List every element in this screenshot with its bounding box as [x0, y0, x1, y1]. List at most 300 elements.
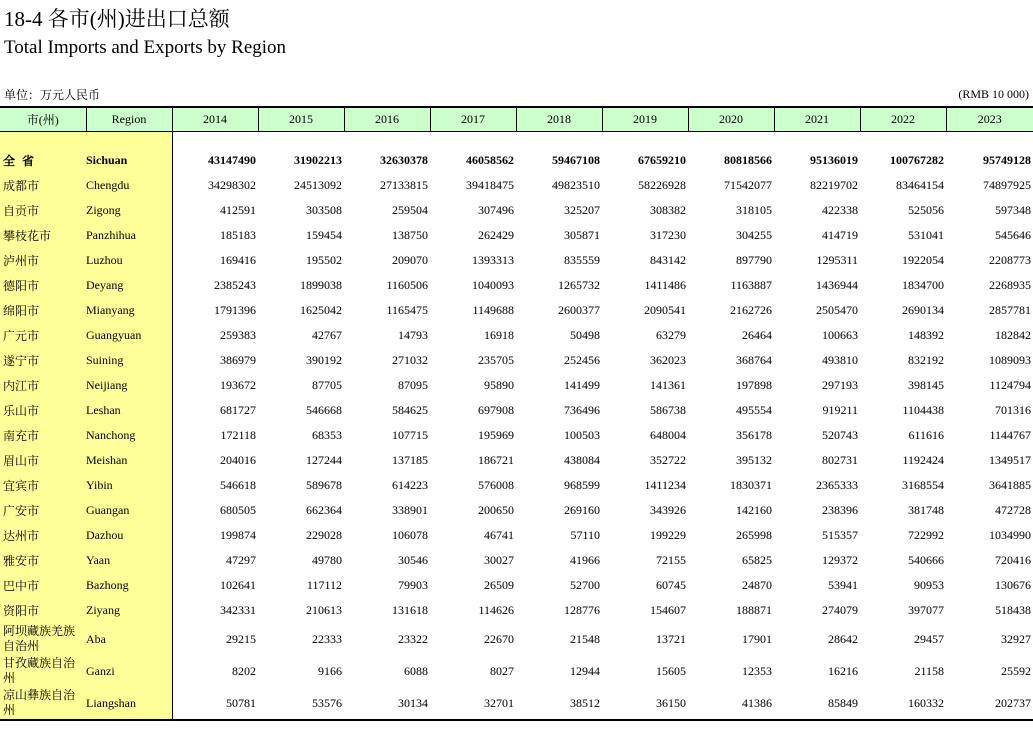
value-cell: 386979 [220, 353, 256, 367]
table-row [0, 687, 1033, 720]
value-cell: 31902213 [294, 153, 342, 167]
value-cell: 1089093 [989, 353, 1031, 367]
value-cell: 2365333 [816, 478, 858, 492]
value-cell: 128776 [564, 603, 600, 617]
value-cell: 68353 [312, 428, 342, 442]
value-cell: 589678 [306, 478, 342, 492]
value-cell: 127244 [306, 453, 342, 467]
value-cell: 42767 [312, 328, 342, 342]
table-row [0, 423, 1033, 448]
value-cell: 397077 [908, 603, 944, 617]
value-cell: 83464154 [896, 178, 944, 192]
value-cell: 159454 [306, 228, 342, 242]
value-cell: 195969 [478, 428, 514, 442]
value-cell: 154607 [650, 603, 686, 617]
value-cell: 835559 [564, 253, 600, 267]
value-cell: 137185 [392, 453, 428, 467]
value-cell: 1411486 [644, 278, 686, 292]
header-year: 2019 [602, 107, 688, 132]
table-row [0, 598, 1033, 623]
region-name-cell: Deyang [86, 273, 172, 298]
value-cell: 680505 [220, 503, 256, 517]
value-cell: 169416 [220, 253, 256, 267]
value-cell: 85849 [774, 687, 860, 720]
value-cell: 398145 [908, 378, 944, 392]
region-name-cell: Zigong [86, 198, 172, 223]
value-cell: 9166 [318, 663, 342, 678]
value-cell: 22333 [312, 631, 342, 646]
value-cell: 63279 [656, 328, 686, 342]
city-name-cell: 泸州市 [0, 248, 86, 273]
value-cell: 87705 [312, 378, 342, 392]
city-name-cell: 自贡市 [0, 198, 86, 223]
value-cell: 95136019 [810, 153, 858, 167]
value-cell: 2385243 [214, 278, 256, 292]
value-cell: 53576 [258, 687, 344, 720]
table-row [0, 448, 1033, 473]
header-region: Region [86, 107, 172, 132]
value-cell: 34298302 [208, 178, 256, 192]
city-name-cell: 甘孜藏族自治州 [0, 655, 86, 687]
value-cell: 546618 [220, 478, 256, 492]
value-cell: 26464 [742, 328, 772, 342]
page-title-english: Total Imports and Exports by Region [4, 37, 287, 58]
value-cell: 32630378 [380, 153, 428, 167]
value-cell: 1411234 [644, 478, 686, 492]
region-name-cell: Suining [86, 348, 172, 373]
value-cell: 338901 [392, 503, 428, 517]
value-cell: 362023 [650, 353, 686, 367]
value-cell: 25592 [1001, 663, 1031, 678]
value-cell: 210613 [306, 603, 342, 617]
value-cell: 736496 [564, 403, 600, 417]
table-row [0, 498, 1033, 523]
city-name-cell: 乐山市 [0, 398, 86, 423]
value-cell: 303508 [306, 203, 342, 217]
value-cell: 611616 [908, 428, 944, 442]
city-name-cell: 巴中市 [0, 573, 86, 598]
value-cell: 106078 [392, 528, 428, 542]
value-cell: 352722 [650, 453, 686, 467]
value-cell: 209070 [392, 253, 428, 267]
value-cell: 317230 [650, 228, 686, 242]
value-cell: 87095 [398, 378, 428, 392]
city-name-cell: 宜宾市 [0, 473, 86, 498]
value-cell: 1922054 [902, 253, 944, 267]
table-row [0, 623, 1033, 655]
value-cell: 414719 [822, 228, 858, 242]
table-row [0, 398, 1033, 423]
value-cell: 269160 [564, 503, 600, 517]
value-cell: 1830371 [730, 478, 772, 492]
region-name-cell: Aba [86, 623, 172, 655]
value-cell: 2857781 [989, 303, 1031, 317]
value-cell: 1295311 [816, 253, 858, 267]
value-cell: 597348 [995, 203, 1031, 217]
unit-label-english: (RMB 10 000) [958, 87, 1029, 101]
value-cell: 1104438 [902, 403, 944, 417]
value-cell: 307496 [478, 203, 514, 217]
value-cell: 13721 [656, 631, 686, 646]
value-cell: 71542077 [724, 178, 772, 192]
value-cell: 229028 [306, 528, 342, 542]
value-cell: 79903 [398, 578, 428, 592]
value-cell: 172118 [220, 428, 256, 442]
value-cell: 17901 [742, 631, 772, 646]
value-cell: 412591 [220, 203, 256, 217]
value-cell: 67659210 [638, 153, 686, 167]
table-row [0, 173, 1033, 198]
value-cell: 30134 [344, 687, 430, 720]
value-cell: 26509 [484, 578, 514, 592]
value-cell: 195502 [306, 253, 342, 267]
city-name-cell: 广元市 [0, 323, 86, 348]
page-title-chinese: 18-4 各市(州)进出口总额 [4, 7, 230, 31]
value-cell: 74897925 [983, 178, 1031, 192]
table-row [0, 655, 1033, 687]
region-name-cell: Luzhou [86, 248, 172, 273]
value-cell: 47297 [226, 553, 256, 567]
value-cell: 662364 [306, 503, 342, 517]
value-cell: 1144767 [989, 428, 1031, 442]
value-cell: 57110 [570, 528, 600, 542]
table-row [0, 348, 1033, 373]
value-cell: 193672 [220, 378, 256, 392]
header-year: 2014 [172, 107, 258, 132]
value-cell: 15605 [656, 663, 686, 678]
value-cell: 60745 [656, 578, 686, 592]
city-name-cell: 广安市 [0, 498, 86, 523]
value-cell: 259383 [220, 328, 256, 342]
value-cell: 43147490 [208, 153, 256, 167]
value-cell: 29215 [226, 631, 256, 646]
city-name-cell: 成都市 [0, 173, 86, 198]
value-cell: 2268935 [989, 278, 1031, 292]
value-cell: 2162726 [730, 303, 772, 317]
value-cell: 493810 [822, 353, 858, 367]
value-cell: 368764 [736, 353, 772, 367]
value-cell: 681727 [220, 403, 256, 417]
value-cell: 100503 [564, 428, 600, 442]
value-cell: 188871 [736, 603, 772, 617]
value-cell: 1160506 [386, 278, 428, 292]
value-cell: 28642 [828, 631, 858, 646]
value-cell: 200650 [478, 503, 514, 517]
value-cell: 897790 [736, 253, 772, 267]
value-cell: 648004 [650, 428, 686, 442]
city-name-cell: 内江市 [0, 373, 86, 398]
value-cell: 2090541 [644, 303, 686, 317]
value-cell: 1149688 [472, 303, 514, 317]
value-cell: 129372 [822, 553, 858, 567]
value-cell: 59467108 [552, 153, 600, 167]
value-cell: 259504 [392, 203, 428, 217]
value-cell: 39418475 [466, 178, 514, 192]
value-cell: 8027 [490, 663, 514, 678]
value-cell: 968599 [564, 478, 600, 492]
value-cell: 80818566 [724, 153, 772, 167]
header-year: 2017 [430, 107, 516, 132]
value-cell: 185183 [220, 228, 256, 242]
region-name-cell: Nanchong [86, 423, 172, 448]
value-cell: 46058562 [466, 153, 514, 167]
table-row [0, 573, 1033, 598]
value-cell: 1040093 [472, 278, 514, 292]
value-cell: 22670 [484, 631, 514, 646]
value-cell: 832192 [908, 353, 944, 367]
value-cell: 14793 [398, 328, 428, 342]
city-name-cell: 德阳市 [0, 273, 86, 298]
region-name-cell: Ganzi [86, 655, 172, 687]
value-cell: 722992 [908, 528, 944, 542]
value-cell: 100767282 [890, 153, 944, 167]
value-cell: 342331 [220, 603, 256, 617]
value-cell: 518438 [995, 603, 1031, 617]
value-cell: 1899038 [300, 278, 342, 292]
header-year: 2020 [688, 107, 774, 132]
region-name-cell: Chengdu [86, 173, 172, 198]
region-name-cell: Leshan [86, 398, 172, 423]
value-cell: 65825 [742, 553, 772, 567]
value-cell: 235705 [478, 353, 514, 367]
region-name-cell: Guangyuan [86, 323, 172, 348]
city-name-cell: 凉山彝族自治州 [0, 687, 86, 720]
value-cell: 82219702 [810, 178, 858, 192]
value-cell: 271032 [392, 353, 428, 367]
value-cell: 24870 [742, 578, 772, 592]
region-name-cell: Dazhou [86, 523, 172, 548]
value-cell: 90953 [914, 578, 944, 592]
value-cell: 422338 [822, 203, 858, 217]
value-cell: 1791396 [214, 303, 256, 317]
value-cell: 6088 [404, 663, 428, 678]
value-cell: 274079 [822, 603, 858, 617]
value-cell: 2690134 [902, 303, 944, 317]
header-year: 2021 [774, 107, 860, 132]
value-cell: 3168554 [902, 478, 944, 492]
value-cell: 297193 [822, 378, 858, 392]
value-cell: 130676 [995, 578, 1031, 592]
value-cell: 141361 [650, 378, 686, 392]
value-cell: 46741 [484, 528, 514, 542]
region-name-cell: Sichuan [86, 148, 172, 173]
value-cell: 265998 [736, 528, 772, 542]
header-city: 市(州) [0, 107, 86, 132]
value-cell: 32701 [430, 687, 516, 720]
value-cell: 395132 [736, 453, 772, 467]
value-cell: 21158 [914, 663, 944, 678]
value-cell: 2600377 [558, 303, 600, 317]
city-name-cell: 南充市 [0, 423, 86, 448]
value-cell: 21548 [570, 631, 600, 646]
value-cell: 540666 [908, 553, 944, 567]
value-cell: 305871 [564, 228, 600, 242]
city-name-cell: 眉山市 [0, 448, 86, 473]
value-cell: 238396 [822, 503, 858, 517]
value-cell: 38512 [516, 687, 602, 720]
value-cell: 160332 [860, 687, 946, 720]
header-year: 2016 [344, 107, 430, 132]
value-cell: 262429 [478, 228, 514, 242]
value-cell: 720416 [995, 553, 1031, 567]
table-row [0, 198, 1033, 223]
value-cell: 1124794 [989, 378, 1031, 392]
value-cell: 584625 [392, 403, 428, 417]
table-row [0, 298, 1033, 323]
region-name-cell: Guangan [86, 498, 172, 523]
city-name-cell: 达州市 [0, 523, 86, 548]
value-cell: 114626 [478, 603, 514, 617]
table-row [0, 473, 1033, 498]
region-name-cell: Yibin [86, 473, 172, 498]
value-cell: 1165475 [386, 303, 428, 317]
value-cell: 1163887 [730, 278, 772, 292]
value-cell: 186721 [478, 453, 514, 467]
value-cell: 138750 [392, 228, 428, 242]
value-cell: 304255 [736, 228, 772, 242]
value-cell: 12353 [742, 663, 772, 678]
value-cell: 141499 [564, 378, 600, 392]
value-cell: 58226928 [638, 178, 686, 192]
value-cell: 525056 [908, 203, 944, 217]
value-cell: 148392 [908, 328, 944, 342]
value-cell: 107715 [392, 428, 428, 442]
value-cell: 202737 [946, 687, 1033, 720]
value-cell: 131618 [392, 603, 428, 617]
value-cell: 30027 [484, 553, 514, 567]
value-cell: 3641885 [989, 478, 1031, 492]
city-name-cell: 雅安市 [0, 548, 86, 573]
value-cell: 576008 [478, 478, 514, 492]
table-row [0, 273, 1033, 298]
city-name-cell: 资阳市 [0, 598, 86, 623]
unit-label-chinese: 单位：万元人民币 [4, 88, 101, 102]
value-cell: 438084 [564, 453, 600, 467]
value-cell: 27133815 [380, 178, 428, 192]
value-cell: 546668 [306, 403, 342, 417]
value-cell: 1393313 [472, 253, 514, 267]
value-cell: 390192 [306, 353, 342, 367]
spacer-row [0, 132, 1033, 149]
value-cell: 23322 [398, 631, 428, 646]
city-name-cell: 阿坝藏族羌族自治州 [0, 623, 86, 655]
value-cell: 53941 [828, 578, 858, 592]
region-name-cell: Liangshan [86, 687, 172, 720]
value-cell: 95890 [484, 378, 514, 392]
header-year: 2015 [258, 107, 344, 132]
value-cell: 41966 [570, 553, 600, 567]
value-cell: 24513092 [294, 178, 342, 192]
value-cell: 697908 [478, 403, 514, 417]
region-name-cell: Ziyang [86, 598, 172, 623]
value-cell: 520743 [822, 428, 858, 442]
region-name-cell: Meishan [86, 448, 172, 473]
value-cell: 325207 [564, 203, 600, 217]
value-cell: 199229 [650, 528, 686, 542]
value-cell: 1349517 [989, 453, 1031, 467]
value-cell: 16216 [828, 663, 858, 678]
value-cell: 52700 [570, 578, 600, 592]
value-cell: 318105 [736, 203, 772, 217]
value-cell: 29457 [914, 631, 944, 646]
region-name-cell: Neijiang [86, 373, 172, 398]
value-cell: 72155 [656, 553, 686, 567]
city-name-cell: 绵阳市 [0, 298, 86, 323]
value-cell: 356178 [736, 428, 772, 442]
value-cell: 50781 [172, 687, 258, 720]
table-row [0, 548, 1033, 573]
value-cell: 843142 [650, 253, 686, 267]
value-cell: 142160 [736, 503, 772, 517]
value-cell: 197898 [736, 378, 772, 392]
value-cell: 49780 [312, 553, 342, 567]
table-row [0, 523, 1033, 548]
value-cell: 515357 [822, 528, 858, 542]
value-cell: 381748 [908, 503, 944, 517]
value-cell: 2505470 [816, 303, 858, 317]
city-name-cell: 全 省 [0, 148, 86, 173]
table-row [0, 323, 1033, 348]
value-cell: 41386 [688, 687, 774, 720]
value-cell: 49823510 [552, 178, 600, 192]
value-cell: 545646 [995, 228, 1031, 242]
region-name-cell: Bazhong [86, 573, 172, 598]
value-cell: 36150 [602, 687, 688, 720]
value-cell: 8202 [232, 663, 256, 678]
header-year: 2022 [860, 107, 946, 132]
table-total-row [0, 148, 1033, 173]
table-row [0, 373, 1033, 398]
city-name-cell: 遂宁市 [0, 348, 86, 373]
value-cell: 495554 [736, 403, 772, 417]
value-cell: 586738 [650, 403, 686, 417]
value-cell: 308382 [650, 203, 686, 217]
value-cell: 614223 [392, 478, 428, 492]
value-cell: 16918 [484, 328, 514, 342]
value-cell: 802731 [822, 453, 858, 467]
value-cell: 204016 [220, 453, 256, 467]
region-name-cell: Mianyang [86, 298, 172, 323]
value-cell: 199874 [220, 528, 256, 542]
value-cell: 1265732 [558, 278, 600, 292]
region-name-cell: Panzhihua [86, 223, 172, 248]
value-cell: 100663 [822, 328, 858, 342]
value-cell: 472728 [995, 503, 1031, 517]
header-year: 2018 [516, 107, 602, 132]
value-cell: 1192424 [902, 453, 944, 467]
value-cell: 531041 [908, 228, 944, 242]
table-row [0, 248, 1033, 273]
value-cell: 1625042 [300, 303, 342, 317]
table-header-row [0, 107, 1033, 132]
city-name-cell: 攀枝花市 [0, 223, 86, 248]
value-cell: 50498 [570, 328, 600, 342]
value-cell: 182842 [995, 328, 1031, 342]
value-cell: 12944 [570, 663, 600, 678]
value-cell: 1034990 [989, 528, 1031, 542]
imports-exports-table [0, 106, 1033, 721]
value-cell: 252456 [564, 353, 600, 367]
value-cell: 95749128 [983, 153, 1031, 167]
header-year: 2023 [946, 107, 1033, 132]
value-cell: 2208773 [989, 253, 1031, 267]
table-row [0, 223, 1033, 248]
value-cell: 32927 [1001, 631, 1031, 646]
value-cell: 1834700 [902, 278, 944, 292]
value-cell: 343926 [650, 503, 686, 517]
value-cell: 701316 [995, 403, 1031, 417]
value-cell: 117112 [306, 578, 342, 592]
